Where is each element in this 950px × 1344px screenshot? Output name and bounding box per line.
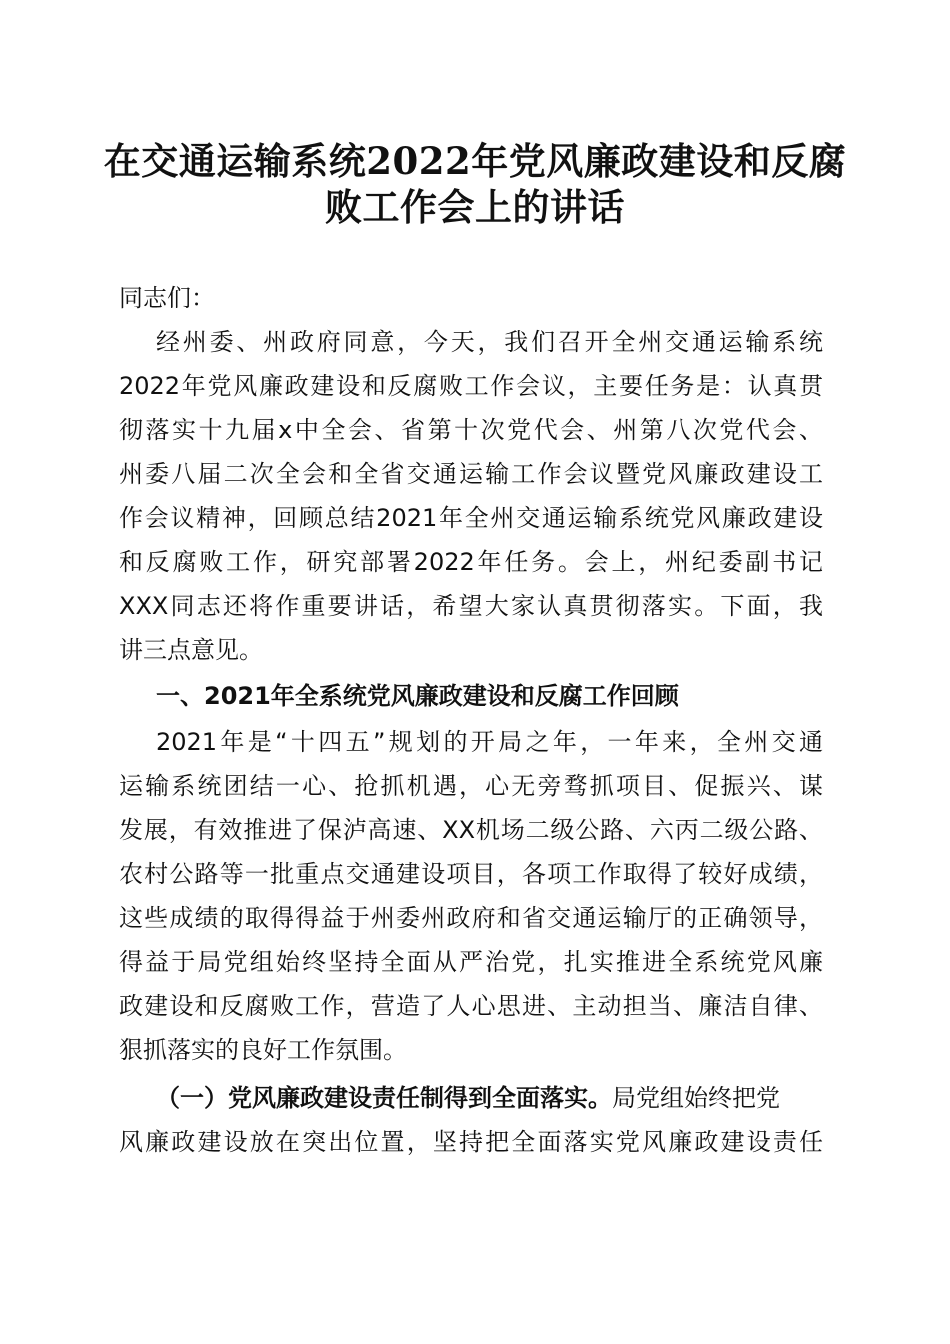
paragraph-line: 讲三点意见。 xyxy=(119,636,263,664)
salutation: 同志们： xyxy=(119,284,215,312)
paragraph-line: 经州委、州政府同意，今天，我们召开全州交通运输系统 xyxy=(156,328,823,356)
subsection-text: 局党组始终把党 xyxy=(612,1084,780,1112)
section-heading: 一、2021年全系统党风廉政建设和反腐工作回顾 xyxy=(156,682,679,710)
paragraph-line: 发展，有效推进了保泸高速、XX机场二级公路、六丙二级公路、 xyxy=(119,816,823,844)
document-title-line-1: 在交通运输系统2022年党风廉政建设和反腐 xyxy=(103,139,847,183)
paragraph-line: 农村公路等一批重点交通建设项目，各项工作取得了较好成绩， xyxy=(119,860,823,888)
subsection-line xyxy=(156,1080,780,1116)
paragraph-line: 2022年党风廉政建设和反腐败工作会议，主要任务是：认真贯 xyxy=(119,372,823,400)
paragraph-line: 2021年是“十四五”规划的开局之年，一年来，全州交通 xyxy=(156,728,823,756)
paragraph-line: 作会议精神，回顾总结2021年全州交通运输系统党风廉政建设 xyxy=(119,504,823,532)
paragraph-line: 政建设和反腐败工作，营造了人心思进、主动担当、廉洁自律、 xyxy=(119,992,823,1020)
document-title-line-2: 败工作会上的讲话 xyxy=(325,185,625,229)
paragraph-line: 和反腐败工作，研究部署2022年任务。会上，州纪委副书记 xyxy=(119,548,823,576)
paragraph-line: 彻落实十九届x中全会、省第十次党代会、州第八次党代会、 xyxy=(119,416,823,444)
paragraph-line: XXX同志还将作重要讲话，希望大家认真贯彻落实。下面，我 xyxy=(119,592,823,620)
paragraph-line: 州委八届二次全会和全省交通运输工作会议暨党风廉政建设工 xyxy=(119,460,823,488)
paragraph-line: 得益于局党组始终坚持全面从严治党，扎实推进全系统党风廉 xyxy=(119,948,823,976)
paragraph-line: 风廉政建设放在突出位置，坚持把全面落实党风廉政建设责任 xyxy=(119,1128,823,1156)
paragraph-line: 这些成绩的取得得益于州委州政府和省交通运输厅的正确领导， xyxy=(119,904,823,932)
paragraph-line: 狠抓落实的良好工作氛围。 xyxy=(119,1036,407,1064)
paragraph-line: 运输系统团结一心、抢抓机遇，心无旁骛抓项目、促振兴、谋 xyxy=(119,772,823,800)
subsection-heading: （一）党风廉政建设责任制得到全面落实。 xyxy=(156,1084,612,1112)
